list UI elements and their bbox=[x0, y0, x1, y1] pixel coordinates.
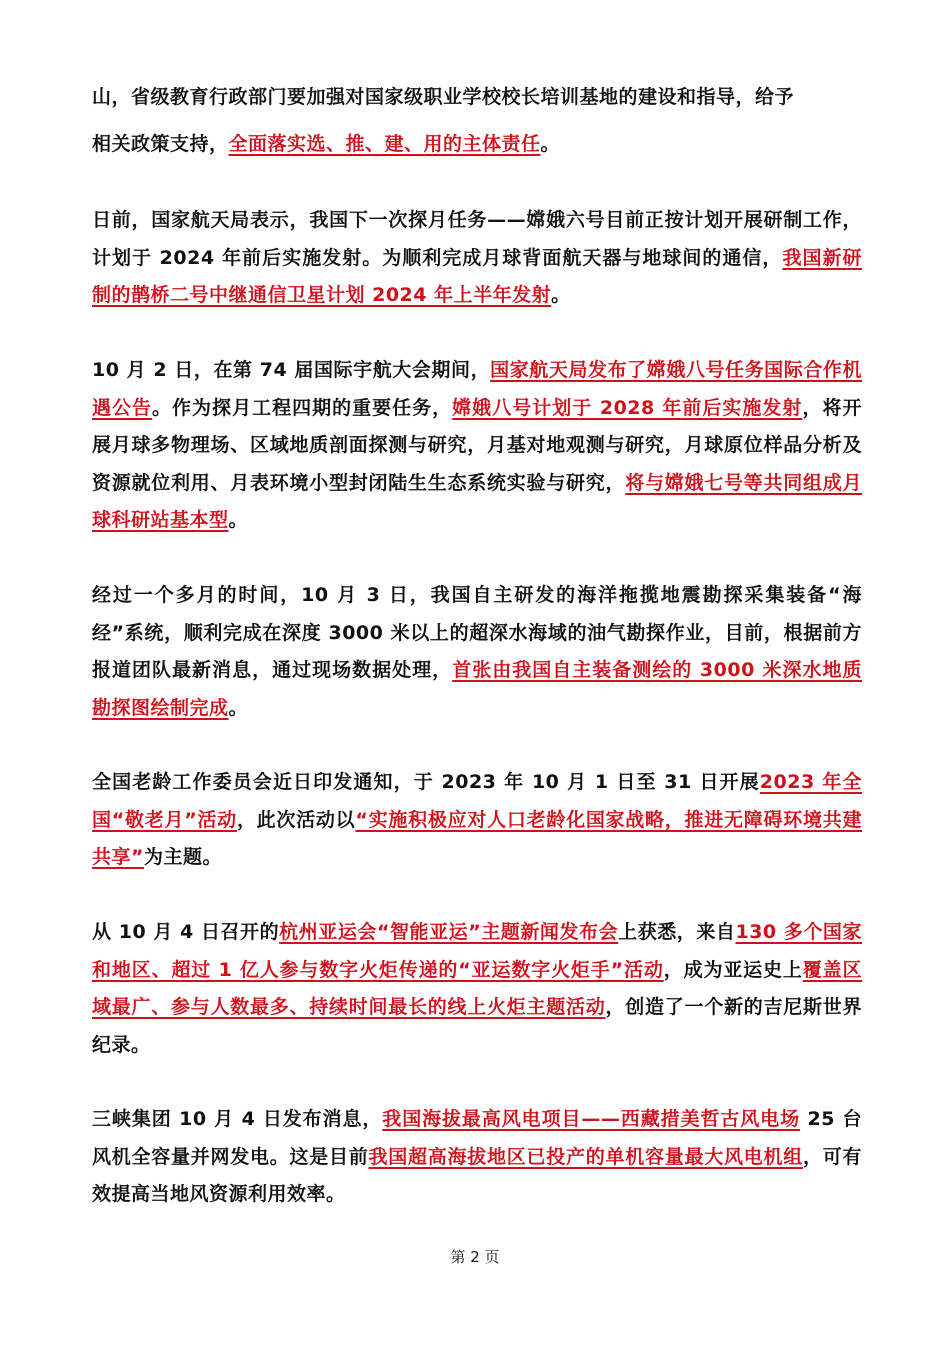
paragraph-text: ，创造了一个新的吉尼斯世界纪录。 bbox=[92, 996, 862, 1056]
paragraph-text: ，将开展月球多物理场、区域地质剖面探测与研究，月基对地观测与研究，月球原位样品分析及资源就位利用、月表环境小型封闭陆生生态系统实验与研究， bbox=[92, 396, 862, 494]
highlight-text: 将与嫦娥七号等共同组成月球科研站基本型 bbox=[92, 471, 862, 531]
paragraph-haijing bbox=[92, 577, 862, 727]
highlight-text: “实施积极应对人口老龄化国家战略，推进无障碍环境共建共享” bbox=[92, 808, 862, 868]
paragraph-change6 bbox=[92, 202, 862, 315]
paragraph-elderly-month bbox=[92, 764, 862, 877]
paragraph-change8 bbox=[92, 352, 862, 540]
paragraph-text: 。作为探月工程四期的重要任务， bbox=[152, 396, 453, 419]
highlight-text: 2023 年全国“敬老月”活动 bbox=[92, 771, 863, 831]
cut-off-line bbox=[92, 86, 862, 128]
paragraph-text: 10 月 2 日，在第 74 届国际宇航大会期间， bbox=[92, 359, 491, 381]
paragraph-text: 全国老龄工作委员会近日印发通知，于 2023 年 10 月 1 日至 31 日开展 bbox=[92, 771, 760, 793]
paragraph-text: 日前，国家航天局表示，我国下一次探月任务——嫦娥六号目前正按计划开展研制工作，计划于 2024 年前后实施发射。为顺利完成月球背面航天器与地球间的通信， bbox=[92, 209, 862, 269]
page-number: 第 2 页 bbox=[450, 1248, 500, 1266]
highlight-text: 130 多个国家和地区、超过 1 亿人参与数字火炬传递的“亚运数字火炬手”活动 bbox=[92, 921, 862, 981]
paragraph-text: 。 bbox=[228, 696, 249, 719]
paragraph-text: 25 台风机全容量并网发电。这是目前 bbox=[92, 1108, 862, 1168]
highlight-text: 覆盖区域最广、参与人数最多、持续时间最长的线上火炬主题活动 bbox=[92, 958, 862, 1018]
paragraph-text: ，成为亚运史上 bbox=[663, 958, 803, 981]
paragraph-text: 为主题。 bbox=[144, 846, 223, 868]
highlight-text: 杭州亚运会“智能亚运”主题新闻发布会 bbox=[279, 921, 619, 943]
cut-off-line-text: 山，省级教育行政部门要加强对国家级职业学校校长培训基地的建设和指导，给予 bbox=[92, 86, 795, 108]
paragraph-policy-support bbox=[92, 126, 862, 164]
highlight-text: 首张由我国自主装备测绘的 3000 米深水地质勘探图绘制完成 bbox=[92, 659, 862, 719]
paragraph-text: 从 10 月 4 日召开的 bbox=[92, 921, 280, 943]
highlight-text: 国家航天局发布了嫦娥八号任务国际合作机遇公告 bbox=[92, 359, 862, 419]
highlight-text: 我国海拔最高风电项目——西藏措美哲古风电场 bbox=[382, 1108, 800, 1130]
highlight-text: 嫦娥八号计划于 2028 年前后实施发射 bbox=[452, 396, 803, 419]
paragraph-text: 。 bbox=[228, 509, 249, 531]
paragraph-text: 上获悉，来自 bbox=[618, 921, 736, 943]
paragraph-text: 相关政策支持， bbox=[92, 133, 229, 155]
paragraph-text: 。 bbox=[551, 284, 571, 306]
highlight-text: 全面落实选、推、建、用的主体责任 bbox=[228, 133, 541, 155]
highlight-text: 我国超高海拔地区已投产的单机容量最大风电机组 bbox=[368, 1145, 803, 1168]
paragraph-asian-games bbox=[92, 914, 862, 1064]
paragraph-text: ，可有效提高当地风资源利用效率。 bbox=[92, 1145, 862, 1205]
paragraph-text: 。 bbox=[540, 133, 561, 155]
paragraph-text: 三峡集团 10 月 4 日发布消息， bbox=[92, 1108, 383, 1130]
paragraph-text: 经过一个多月的时间，10 月 3 日，我国自主研发的海洋拖揽地震勘探采集装备“海经”系统，顺利完成在深度 3000 米以上的超深水海域的油气勘探作业，目前，根据前方报道团队最新消息，通过现场数据处理， bbox=[92, 584, 862, 681]
paragraph-text: ，此次活动以 bbox=[236, 808, 356, 831]
paragraph-wind-power bbox=[92, 1101, 862, 1214]
highlight-text: 我国新研制的鹊桥二号中继通信卫星计划 2024 年上半年发射 bbox=[92, 246, 862, 306]
